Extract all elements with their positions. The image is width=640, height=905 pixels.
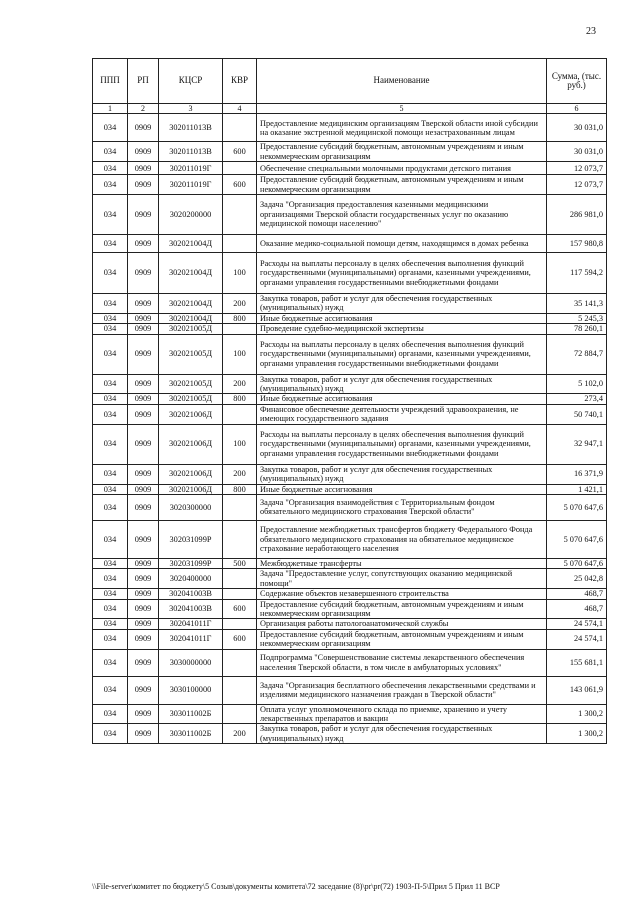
cell-ppp: 034 — [93, 175, 128, 195]
cell-ppp: 034 — [93, 114, 128, 142]
cell-rp: 0909 — [128, 704, 159, 724]
cell-name: Расходы на выплаты персоналу в целях обеспечения выполнения функций государственными (муниципальными) органами, казенными учреждениями, органами управления государственными внебюджетными фондами — [257, 424, 547, 464]
column-number: 1 — [93, 104, 128, 114]
cell-kvr: 100 — [223, 253, 257, 294]
cell-name: Межбюджетные трансферты — [257, 558, 547, 568]
cell-kcsr: 302011013В — [159, 142, 223, 162]
cell-kcsr: 302021005Д — [159, 394, 223, 404]
cell-kvr: 600 — [223, 142, 257, 162]
cell-rp: 0909 — [128, 162, 159, 175]
cell-kcsr: 302021006Д — [159, 484, 223, 494]
cell-kcsr: 302011019Г — [159, 162, 223, 175]
cell-sum: 12 073,7 — [547, 175, 607, 195]
cell-sum: 5 070 647,6 — [547, 494, 607, 520]
cell-sum: 1 300,2 — [547, 704, 607, 724]
cell-sum: 24 574,1 — [547, 629, 607, 649]
cell-ppp: 034 — [93, 619, 128, 629]
cell-rp: 0909 — [128, 175, 159, 195]
table-row — [93, 724, 607, 744]
cell-name: Иные бюджетные ассигнования — [257, 484, 547, 494]
cell-kvr: 600 — [223, 175, 257, 195]
header-name: Наименование — [257, 59, 547, 104]
cell-kcsr: 302021005Д — [159, 334, 223, 374]
cell-ppp: 034 — [93, 253, 128, 294]
cell-kvr — [223, 589, 257, 599]
cell-ppp: 034 — [93, 558, 128, 568]
cell-kvr — [223, 676, 257, 704]
cell-sum: 117 594,2 — [547, 253, 607, 294]
cell-rp: 0909 — [128, 374, 159, 394]
cell-ppp: 034 — [93, 484, 128, 494]
cell-sum: 30 031,0 — [547, 142, 607, 162]
cell-kcsr: 302021004Д — [159, 294, 223, 314]
cell-sum: 157 980,8 — [547, 235, 607, 253]
table-row — [93, 162, 607, 175]
table-row — [93, 294, 607, 314]
cell-kvr — [223, 649, 257, 676]
cell-kcsr: 302041011Г — [159, 619, 223, 629]
cell-name: Предоставление субсидий бюджетным, автономным учреждениям и иным некоммерческим организациям — [257, 175, 547, 195]
column-number: 2 — [128, 104, 159, 114]
budget-table — [92, 58, 607, 744]
cell-rp: 0909 — [128, 724, 159, 744]
column-number-row — [93, 104, 607, 114]
cell-name: Расходы на выплаты персоналу в целях обеспечения выполнения функций государственными (муниципальными) органами, казенными учреждениями, органами управления государственными внебюджетными фондами — [257, 334, 547, 374]
cell-kcsr: 302041011Г — [159, 629, 223, 649]
cell-rp: 0909 — [128, 599, 159, 619]
table-row — [93, 374, 607, 394]
table-row — [93, 404, 607, 424]
table-row — [93, 558, 607, 568]
cell-name: Задача "Организация предоставления казенными медицинскими организациями Тверской области государственных услуг по оказанию медицинской помощи населению" — [257, 195, 547, 235]
cell-kvr — [223, 114, 257, 142]
cell-kvr: 100 — [223, 334, 257, 374]
table-row — [93, 484, 607, 494]
cell-kcsr: 302041003В — [159, 589, 223, 599]
cell-kvr — [223, 520, 257, 558]
cell-ppp: 034 — [93, 394, 128, 404]
cell-sum: 25 042,8 — [547, 569, 607, 589]
cell-ppp: 034 — [93, 374, 128, 394]
cell-sum: 35 141,3 — [547, 294, 607, 314]
cell-sum: 273,4 — [547, 394, 607, 404]
cell-name: Закупка товаров, работ и услуг для обеспечения государственных (муниципальных) нужд — [257, 464, 547, 484]
cell-kvr: 200 — [223, 374, 257, 394]
cell-ppp: 034 — [93, 676, 128, 704]
cell-rp: 0909 — [128, 142, 159, 162]
table-row — [93, 494, 607, 520]
cell-kcsr: 3020400000 — [159, 569, 223, 589]
cell-kcsr: 302011013В — [159, 114, 223, 142]
cell-name: Проведение судебно-медицинской экспертизы — [257, 324, 547, 334]
cell-name: Закупка товаров, работ и услуг для обеспечения государственных (муниципальных) нужд — [257, 374, 547, 394]
cell-kvr: 600 — [223, 599, 257, 619]
cell-ppp: 034 — [93, 334, 128, 374]
cell-kvr — [223, 494, 257, 520]
cell-kcsr: 302021005Д — [159, 374, 223, 394]
table-row — [93, 142, 607, 162]
table-header-row — [93, 59, 607, 104]
table-row — [93, 704, 607, 724]
column-number: 4 — [223, 104, 257, 114]
cell-name: Задача "Организация взаимодействия с Территориальным фондом обязательного медицинского страхования Тверской области" — [257, 494, 547, 520]
cell-name: Задача "Предоставление услуг, сопутствующих оказанию медицинской помощи" — [257, 569, 547, 589]
cell-rp: 0909 — [128, 114, 159, 142]
cell-name: Предоставление субсидий бюджетным, автономным учреждениям и иным некоммерческим организациям — [257, 142, 547, 162]
cell-name: Задача "Организация бесплатного обеспечения лекарственными средствами и изделиями медицинского назначения граждан в Тверской области" — [257, 676, 547, 704]
cell-kvr — [223, 619, 257, 629]
cell-kvr — [223, 162, 257, 175]
cell-ppp: 034 — [93, 520, 128, 558]
table-row — [93, 313, 607, 323]
cell-name: Подпрограмма "Совершенствование системы лекарственного обеспечения населения Тверской области, в том числе в амбулаторных условиях" — [257, 649, 547, 676]
cell-rp: 0909 — [128, 569, 159, 589]
header-kvr: КВР — [223, 59, 257, 104]
column-number: 3 — [159, 104, 223, 114]
cell-kcsr: 302021006Д — [159, 424, 223, 464]
cell-name: Содержание объектов незавершенного строительства — [257, 589, 547, 599]
table-row — [93, 195, 607, 235]
cell-sum: 78 260,1 — [547, 324, 607, 334]
cell-ppp: 034 — [93, 142, 128, 162]
cell-kvr: 800 — [223, 313, 257, 323]
cell-rp: 0909 — [128, 676, 159, 704]
table-row — [93, 599, 607, 619]
cell-rp: 0909 — [128, 649, 159, 676]
cell-kvr — [223, 235, 257, 253]
cell-kcsr: 302021004Д — [159, 235, 223, 253]
cell-ppp: 034 — [93, 589, 128, 599]
cell-kvr: 200 — [223, 724, 257, 744]
cell-name: Закупка товаров, работ и услуг для обеспечения государственных (муниципальных) нужд — [257, 724, 547, 744]
cell-ppp: 034 — [93, 629, 128, 649]
cell-kcsr: 302021004Д — [159, 313, 223, 323]
cell-rp: 0909 — [128, 464, 159, 484]
cell-name: Расходы на выплаты персоналу в целях обеспечения выполнения функций государственными (муниципальными) органами, казенными учреждениями, органами управления государственными внебюджетными фондами — [257, 253, 547, 294]
table-row — [93, 619, 607, 629]
cell-ppp: 034 — [93, 313, 128, 323]
cell-kcsr: 302021004Д — [159, 253, 223, 294]
cell-name: Иные бюджетные ассигнования — [257, 313, 547, 323]
cell-name: Предоставление субсидий бюджетным, автономным учреждениям и иным некоммерческим организациям — [257, 629, 547, 649]
cell-sum: 5 245,3 — [547, 313, 607, 323]
cell-ppp: 034 — [93, 569, 128, 589]
cell-name: Предоставление межбюджетных трансфертов бюджету Федерального Фонда обязательного медицинского страхования на обязательное медицинское страхование неработающего населения — [257, 520, 547, 558]
cell-sum: 30 031,0 — [547, 114, 607, 142]
cell-rp: 0909 — [128, 294, 159, 314]
cell-ppp: 034 — [93, 494, 128, 520]
cell-kvr — [223, 569, 257, 589]
cell-ppp: 034 — [93, 464, 128, 484]
cell-sum: 24 574,1 — [547, 619, 607, 629]
cell-kcsr: 302011019Г — [159, 175, 223, 195]
cell-kvr: 200 — [223, 294, 257, 314]
cell-sum: 1 421,1 — [547, 484, 607, 494]
cell-sum: 5 070 647,6 — [547, 558, 607, 568]
cell-ppp: 034 — [93, 162, 128, 175]
cell-kcsr: 303011002Б — [159, 724, 223, 744]
cell-sum: 5 070 647,6 — [547, 520, 607, 558]
cell-ppp: 034 — [93, 404, 128, 424]
cell-ppp: 034 — [93, 235, 128, 253]
table-row — [93, 114, 607, 142]
cell-kcsr: 302021005Д — [159, 324, 223, 334]
cell-rp: 0909 — [128, 313, 159, 323]
cell-rp: 0909 — [128, 558, 159, 568]
cell-kcsr: 302031099Р — [159, 520, 223, 558]
cell-rp: 0909 — [128, 235, 159, 253]
table-row — [93, 175, 607, 195]
cell-rp: 0909 — [128, 619, 159, 629]
cell-ppp: 034 — [93, 195, 128, 235]
column-number: 6 — [547, 104, 607, 114]
cell-name: Оказание медико-социальной помощи детям, находящимся в домах ребенка — [257, 235, 547, 253]
cell-sum: 16 371,9 — [547, 464, 607, 484]
page-number: 23 — [586, 26, 596, 37]
cell-kcsr: 302041003В — [159, 599, 223, 619]
cell-sum: 1 300,2 — [547, 724, 607, 744]
cell-name: Закупка товаров, работ и услуг для обеспечения государственных (муниципальных) нужд — [257, 294, 547, 314]
cell-sum: 50 740,1 — [547, 404, 607, 424]
cell-kvr: 200 — [223, 464, 257, 484]
cell-rp: 0909 — [128, 253, 159, 294]
cell-sum: 155 681,1 — [547, 649, 607, 676]
table-row — [93, 334, 607, 374]
cell-kvr — [223, 704, 257, 724]
cell-name: Оплата услуг уполномоченного склада по приемке, хранению и учету лекарственных препаратов и вакцин — [257, 704, 547, 724]
cell-ppp: 034 — [93, 324, 128, 334]
cell-rp: 0909 — [128, 334, 159, 374]
cell-kcsr: 302031099Р — [159, 558, 223, 568]
cell-rp: 0909 — [128, 394, 159, 404]
cell-rp: 0909 — [128, 629, 159, 649]
cell-kcsr: 3030000000 — [159, 649, 223, 676]
cell-sum: 72 884,7 — [547, 334, 607, 374]
cell-kvr: 800 — [223, 484, 257, 494]
cell-kvr: 500 — [223, 558, 257, 568]
cell-ppp: 034 — [93, 724, 128, 744]
cell-rp: 0909 — [128, 195, 159, 235]
table-row — [93, 324, 607, 334]
cell-kvr: 100 — [223, 424, 257, 464]
cell-name: Иные бюджетные ассигнования — [257, 394, 547, 404]
header-rp: РП — [128, 59, 159, 104]
header-ppp: ППП — [93, 59, 128, 104]
cell-sum: 143 061,9 — [547, 676, 607, 704]
cell-name: Финансовое обеспечение деятельности учреждений здравоохранения, не имеющих государственного задания — [257, 404, 547, 424]
cell-sum: 286 981,0 — [547, 195, 607, 235]
file-path-footer: \\File-server\комитет по бюджету\5 Созыв\документы комитета\72 заседание (8)\pr\pr(72) 1903-П-5\Прил 5 Прил 11 ВСР — [92, 882, 500, 891]
table-row — [93, 394, 607, 404]
cell-kvr: 800 — [223, 394, 257, 404]
cell-kcsr: 3020200000 — [159, 195, 223, 235]
cell-ppp: 034 — [93, 704, 128, 724]
cell-ppp: 034 — [93, 294, 128, 314]
cell-kcsr: 302021006Д — [159, 464, 223, 484]
header-kcsr: КЦСР — [159, 59, 223, 104]
table-row — [93, 253, 607, 294]
cell-name: Предоставление субсидий бюджетным, автономным учреждениям и иным некоммерческим организациям — [257, 599, 547, 619]
cell-sum: 32 947,1 — [547, 424, 607, 464]
cell-kvr: 600 — [223, 629, 257, 649]
cell-rp: 0909 — [128, 520, 159, 558]
table-row — [93, 424, 607, 464]
cell-rp: 0909 — [128, 404, 159, 424]
table-row — [93, 464, 607, 484]
cell-kcsr: 302021006Д — [159, 404, 223, 424]
cell-name: Предоставление медицинским организациям Тверской области иной субсидии на оказание экстренной медицинской помощи незастрахованным лицам — [257, 114, 547, 142]
cell-rp: 0909 — [128, 484, 159, 494]
table-row — [93, 589, 607, 599]
cell-kcsr: 3030100000 — [159, 676, 223, 704]
cell-kcsr: 3020300000 — [159, 494, 223, 520]
cell-name: Организация работы патологоанатомической службы — [257, 619, 547, 629]
table-row — [93, 676, 607, 704]
header-sum: Сумма, (тыс. руб.) — [547, 59, 607, 104]
cell-ppp: 034 — [93, 649, 128, 676]
cell-sum: 12 073,7 — [547, 162, 607, 175]
table-row — [93, 520, 607, 558]
table-row — [93, 235, 607, 253]
table-row — [93, 649, 607, 676]
cell-sum: 468,7 — [547, 599, 607, 619]
column-number: 5 — [257, 104, 547, 114]
cell-name: Обеспечение специальными молочными продуктами детского питания — [257, 162, 547, 175]
cell-rp: 0909 — [128, 324, 159, 334]
cell-rp: 0909 — [128, 494, 159, 520]
cell-sum: 468,7 — [547, 589, 607, 599]
cell-rp: 0909 — [128, 589, 159, 599]
cell-kcsr: 303011002Б — [159, 704, 223, 724]
cell-ppp: 034 — [93, 599, 128, 619]
table-row — [93, 569, 607, 589]
cell-sum: 5 102,0 — [547, 374, 607, 394]
cell-kvr — [223, 195, 257, 235]
cell-kvr — [223, 404, 257, 424]
cell-kvr — [223, 324, 257, 334]
cell-rp: 0909 — [128, 424, 159, 464]
cell-ppp: 034 — [93, 424, 128, 464]
table-row — [93, 629, 607, 649]
table-body — [93, 114, 607, 744]
